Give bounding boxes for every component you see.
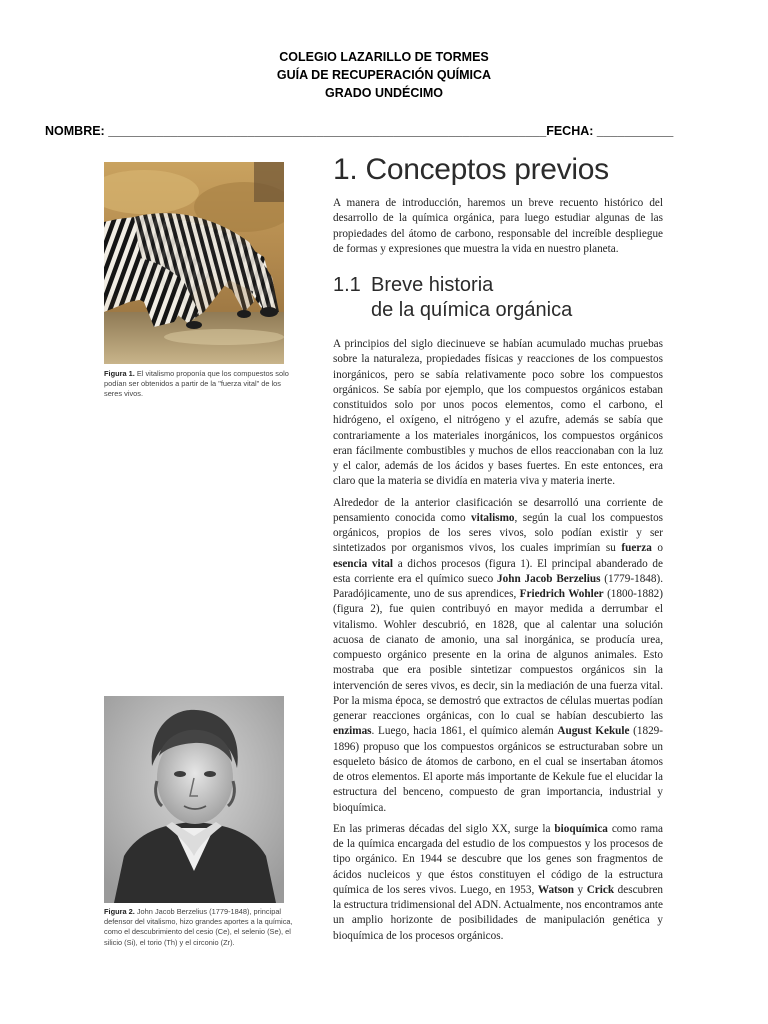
figure-1-label: Figura 1.: [104, 369, 135, 378]
school-name: COLEGIO LAZARILLO DE TORMES: [279, 50, 489, 64]
p2-text-g: a dichos procesos (figura 1). El principal abanderado de esta corriente era el químico sueco: [333, 557, 663, 585]
paragraph-1: A principios del siglo diecinueve se habían acumulado muchas pruebas sobre la naturaleza, propiedades físicas y reacciones de los compuestos inorgánicos, pero se sabía relativamente poco sobre los compuestos orgánicos. Se sabía por ejemplo, que los compuestos orgánicos estaban constituidos solo por unos pocos elementos, como el carbono, el hidrógeno, el oxígeno, el nitrógeno y el azufre, además se sabía que contrariamente a los materiales inorgánicos, los compuestos orgánicos eran fácilmente combustibles y muchos de ellos reaccionaban con la luz y el calor, además de los ácidos y bases fuertes. En este entonces, era claro que la materia se dividía en materia viva y materia inerte.: [333, 338, 663, 488]
section-1-1-title-line2: de la química orgánica: [371, 299, 573, 321]
p3-text-a: En las primeras décadas del siglo XX, surge la: [333, 822, 555, 835]
section-1-1-heading: [333, 273, 663, 323]
name-berzelius: John Jacob Berzelius: [497, 572, 601, 585]
grade-label: GRADO UNDÉCIMO: [324, 86, 444, 100]
p2-text-k: (1800-1882) (figura 2), fue quien contribuyó en mayor medida a derrumbar el vitalismo. Wohler descubrió, en 1828, que al calentar una solución acuosa de cianato de amonio, una sal inorgánica, se producía urea, compuesto orgánico presente en la orina de algunos animales. Esto mostraba que era posible sintetizar compuestos orgánicos sin la intervención de seres vivos, es decir, sin la mediación de una fuerza vital. Por la misma época, se demostró que extractos de células muertas podían generar reacciones orgánicas, con lo cual se habían descubierto las: [333, 588, 663, 722]
term-enzimas: enzimas: [333, 725, 372, 738]
section-1-1-title-line1: Breve historia: [371, 274, 494, 296]
section-1-title: 1. Conceptos previos: [333, 153, 609, 186]
date-label: FECHA:: [546, 124, 594, 138]
guide-title: GUÍA DE RECUPERACIÓN QUÍMICA: [276, 68, 492, 82]
paragraph-3: [333, 822, 663, 944]
figure-2-portrait-image: [104, 696, 284, 903]
document-header: [0, 48, 768, 102]
date-blank[interactable]: ___________: [596, 124, 674, 138]
paragraph-2: [333, 496, 663, 816]
name-watson: Watson: [537, 883, 574, 896]
main-text-column: [333, 152, 663, 944]
p2-text-e: o: [651, 542, 664, 555]
name-kekule: August Kekule: [557, 725, 630, 738]
figure-1-caption-text: El vitalismo proponía que los compuestos solo podían ser obtenidos a partir de la "fuerza vital" de los seres vivos.: [104, 369, 289, 399]
p3-text-c: como rama de la química encargada del estudio de los compuestos y los procesos de tipo orgánico. En 1944 se descubre que los genes son fragmentos de ácidos nucleicos y que éstos constituyen el código de la estructura química de los seres vivos. Luego, en 1953,: [333, 822, 663, 896]
p2-text-i: (1779-1848). Paradójicamente, uno de sus aprendices,: [333, 572, 663, 600]
figure-1-caption: [104, 369, 294, 400]
name-blank[interactable]: _______________________________________________________________: [108, 124, 547, 138]
term-vitalismo: vitalismo: [471, 511, 515, 524]
p2-text-a: Alrededor de la anterior clasificación se desarrolló una corriente de pensamiento conocida como: [333, 496, 663, 524]
figure-2-caption-text: John Jacob Berzelius (1779-1848), principal defensor del vitalismo, hizo grandes aportes a la química, como el descubrimiento del cesio (Ce), el selenio (Se), el silicio (Si), el torio (Th) y el circonio (Zr).: [104, 907, 293, 947]
name-crick: Crick: [586, 883, 615, 896]
term-fuerza: fuerza: [621, 542, 652, 555]
p2-text-m: . Luego, hacia 1861, el químico alemán: [371, 725, 558, 738]
figure-2-label: Figura 2.: [104, 907, 135, 916]
p2-text-c: , según la cual los compuestos orgánicos, propios de los seres vivos, solo podían existir y ser sintetizados por organismos vivos, los cuales imprimían su: [333, 511, 664, 555]
name-label: NOMBRE:: [45, 124, 105, 138]
figure-2-caption: [104, 907, 294, 948]
name-wohler: Friedrich Wohler: [519, 588, 604, 600]
p3-text-e: y: [573, 883, 587, 896]
p3-text-g: descubren la estructura tridimensional del ADN. Actualmente, nos encontramos ante un amplio horizonte de posibilidades de manipulación genética y bioquímica de los procesos orgánicos.: [333, 883, 664, 942]
term-esencia-vital: esencia vital: [333, 557, 394, 570]
term-bioquimica: bioquímica: [554, 822, 608, 835]
p2-text-o: (1829-1896) propuso que los compuestos orgánicos se estructuraban sobre un esqueleto básico de átomos de carbono, en el cual se insertaban átomos de otros elementos. El aporte más importante de Kekule fue el elucidar la estructura del benceno, compuesto de gran importancia, industrial y bioquímica.: [333, 725, 663, 814]
section-1-1-number: 1.1: [333, 274, 361, 296]
section-1-intro: A manera de introducción, haremos un breve recuento histórico del desarrollo de la química orgánica, para luego estudiar algunas de las propiedades del átomo de carbono, responsable del increíble despliegue de formas y expresiones que muestra la vida en nuestro planeta.: [333, 197, 663, 255]
figure-1-zebras-image: [104, 162, 284, 364]
student-info-row: [45, 124, 725, 138]
